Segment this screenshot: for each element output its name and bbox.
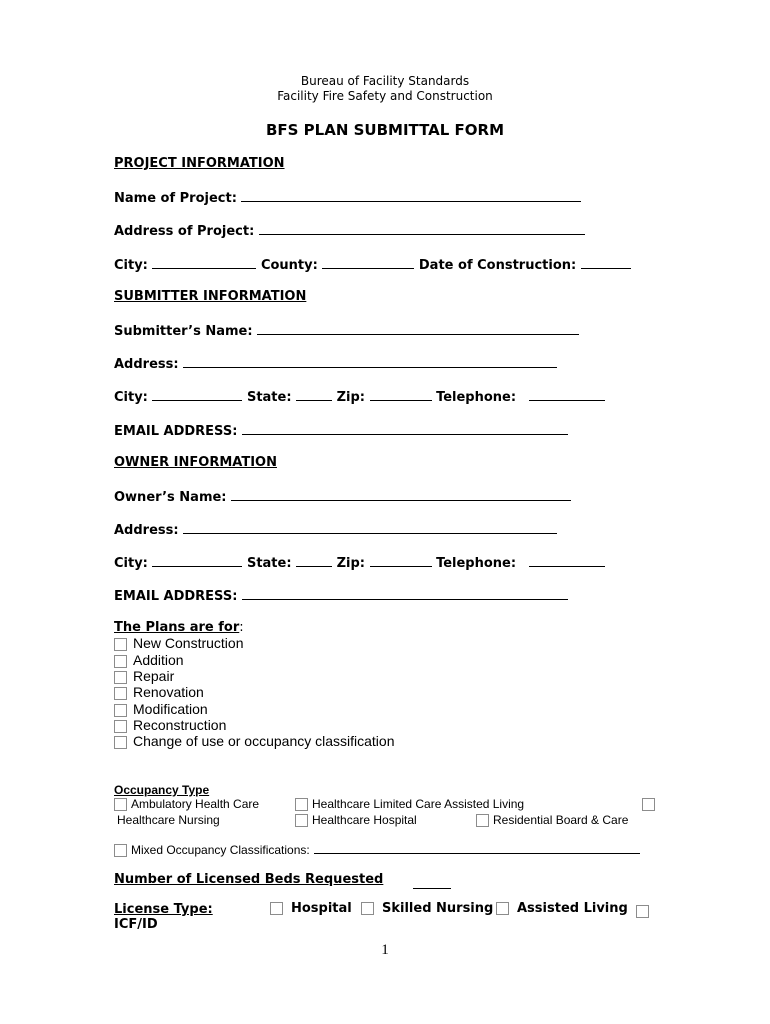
license-type-label: License Type: [114, 902, 213, 917]
license-hospital-checkbox[interactable] [270, 902, 283, 915]
project-address-row [114, 222, 585, 239]
submitter-name-label: Submitter’s Name: [114, 324, 253, 339]
owner-email-field[interactable] [242, 587, 568, 600]
submitter-address-label: Address: [114, 357, 179, 372]
submitter-city-field[interactable] [152, 388, 242, 401]
owner-name-row [114, 488, 571, 505]
owner-state-label: State: [246, 556, 292, 571]
mixed-occupancy-field[interactable] [314, 842, 640, 854]
owner-zip-label: Zip: [336, 556, 365, 571]
license-icf-label: ICF/ID [114, 917, 158, 932]
submitter-zip-label: Zip: [336, 390, 365, 405]
plans-heading: The Plans are for [114, 620, 240, 635]
hospital-occupancy-checkbox[interactable] [295, 814, 308, 827]
reconstruction-label: Reconstruction [133, 717, 227, 733]
plan-option-modification[interactable] [114, 701, 208, 717]
submitter-email-row [114, 422, 568, 439]
owner-address-field[interactable] [183, 521, 557, 534]
owner-info-heading: OWNER INFORMATION [114, 455, 277, 470]
residential-label: Residential Board & Care [493, 813, 629, 827]
change-of-use-label: Change of use or occupancy classification [133, 733, 395, 749]
license-skilled-label: Skilled Nursing [382, 901, 494, 916]
project-address-label: Address of Project: [114, 224, 255, 239]
submitter-address-field[interactable] [183, 355, 557, 368]
occupancy-type-heading: Occupancy Type [114, 783, 210, 797]
project-city-label: City: [114, 258, 148, 273]
repair-label: Repair [133, 668, 175, 684]
owner-email-label: EMAIL ADDRESS: [114, 589, 238, 604]
change-of-use-checkbox[interactable] [114, 736, 127, 749]
license-assisted-living[interactable] [496, 901, 628, 916]
owner-zip-field[interactable] [370, 554, 432, 567]
submitter-location-row [114, 388, 605, 405]
renovation-label: Renovation [133, 684, 204, 700]
license-icf-checkbox[interactable] [636, 905, 649, 918]
new-construction-checkbox[interactable] [114, 638, 127, 651]
ambulatory-label: Ambulatory Health Care [131, 797, 260, 811]
owner-city-field[interactable] [152, 554, 242, 567]
submitter-state-field[interactable] [296, 388, 332, 401]
reconstruction-checkbox[interactable] [114, 720, 127, 733]
submitter-email-label: EMAIL ADDRESS: [114, 424, 238, 439]
occupancy-limited-care[interactable] [295, 797, 524, 811]
occupancy-mixed[interactable] [114, 842, 640, 857]
ambulatory-checkbox[interactable] [114, 798, 127, 811]
submitter-city-label: City: [114, 390, 148, 405]
new-construction-label: New Construction [133, 635, 244, 651]
beds-label: Number of Licensed Beds Requested [114, 872, 384, 887]
limited-care-checkbox[interactable] [295, 798, 308, 811]
renovation-checkbox[interactable] [114, 687, 127, 700]
nursing-label: Healthcare Nursing [117, 813, 220, 827]
page-number: 1 [381, 942, 389, 958]
plan-option-reconstruction[interactable] [114, 717, 226, 733]
plan-option-change-of-use[interactable] [114, 733, 394, 749]
nursing-checkbox[interactable] [642, 798, 655, 811]
license-assisted-label: Assisted Living [517, 901, 628, 916]
plans-heading-row [114, 620, 244, 635]
project-info-heading: PROJECT INFORMATION [114, 156, 285, 171]
occupancy-residential[interactable] [476, 813, 628, 827]
owner-telephone-label: Telephone: [436, 556, 517, 571]
project-location-row [114, 256, 631, 273]
submitter-telephone-label: Telephone: [436, 390, 517, 405]
project-city-field[interactable] [152, 256, 256, 269]
plan-option-repair[interactable] [114, 668, 174, 684]
owner-telephone-field[interactable] [529, 554, 605, 567]
repair-checkbox[interactable] [114, 671, 127, 684]
owner-email-row [114, 587, 568, 604]
project-county-label: County: [260, 258, 318, 273]
owner-location-row [114, 554, 605, 571]
project-county-field[interactable] [322, 256, 414, 269]
owner-city-label: City: [114, 556, 148, 571]
plan-option-renovation[interactable] [114, 684, 204, 700]
license-icf-checkbox-wrap[interactable] [636, 901, 649, 920]
submitter-name-field[interactable] [257, 322, 579, 335]
submitter-info-heading: SUBMITTER INFORMATION [114, 289, 307, 304]
project-name-row [114, 189, 581, 206]
owner-state-field[interactable] [296, 554, 332, 567]
owner-address-row [114, 521, 557, 538]
occupancy-ambulatory[interactable] [114, 797, 259, 811]
hospital-occupancy-label: Healthcare Hospital [312, 813, 417, 827]
project-address-field[interactable] [259, 222, 585, 235]
owner-name-field[interactable] [231, 488, 571, 501]
plan-option-new-construction[interactable] [114, 635, 244, 651]
occupancy-nursing-checkbox-wrap[interactable] [642, 797, 659, 811]
submitter-telephone-field[interactable] [529, 388, 605, 401]
license-hospital[interactable] [270, 901, 352, 916]
addition-label: Addition [133, 652, 184, 668]
project-name-field[interactable] [241, 189, 581, 202]
submitter-zip-field[interactable] [370, 388, 432, 401]
license-assisted-checkbox[interactable] [496, 902, 509, 915]
project-name-label: Name of Project: [114, 191, 237, 206]
license-hospital-label: Hospital [291, 901, 352, 916]
residential-checkbox[interactable] [476, 814, 489, 827]
construction-date-field[interactable] [581, 256, 631, 269]
beds-field[interactable] [413, 876, 451, 889]
division-name: Facility Fire Safety and Construction [277, 89, 493, 103]
agency-name: Bureau of Facility Standards [300, 74, 470, 88]
submitter-address-row [114, 355, 557, 372]
modification-label: Modification [133, 701, 208, 717]
mixed-occupancy-label: Mixed Occupancy Classifications: [131, 843, 310, 857]
submitter-state-label: State: [246, 390, 292, 405]
plan-option-addition[interactable] [114, 652, 184, 668]
beds-field-wrap [413, 874, 451, 893]
license-skilled-nursing[interactable] [361, 901, 493, 916]
plans-heading-colon: : [239, 620, 244, 635]
construction-date-label: Date of Construction: [418, 258, 577, 273]
owner-name-label: Owner’s Name: [114, 490, 227, 505]
license-skilled-checkbox[interactable] [361, 902, 374, 915]
mixed-occupancy-checkbox[interactable] [114, 844, 127, 857]
occupancy-hospital[interactable] [295, 813, 417, 827]
owner-address-label: Address: [114, 523, 179, 538]
submitter-name-row [114, 322, 579, 339]
addition-checkbox[interactable] [114, 655, 127, 668]
limited-care-label: Healthcare Limited Care Assisted Living [312, 797, 525, 811]
form-title: BFS PLAN SUBMITTAL FORM [265, 121, 505, 139]
submitter-email-field[interactable] [242, 422, 568, 435]
modification-checkbox[interactable] [114, 704, 127, 717]
